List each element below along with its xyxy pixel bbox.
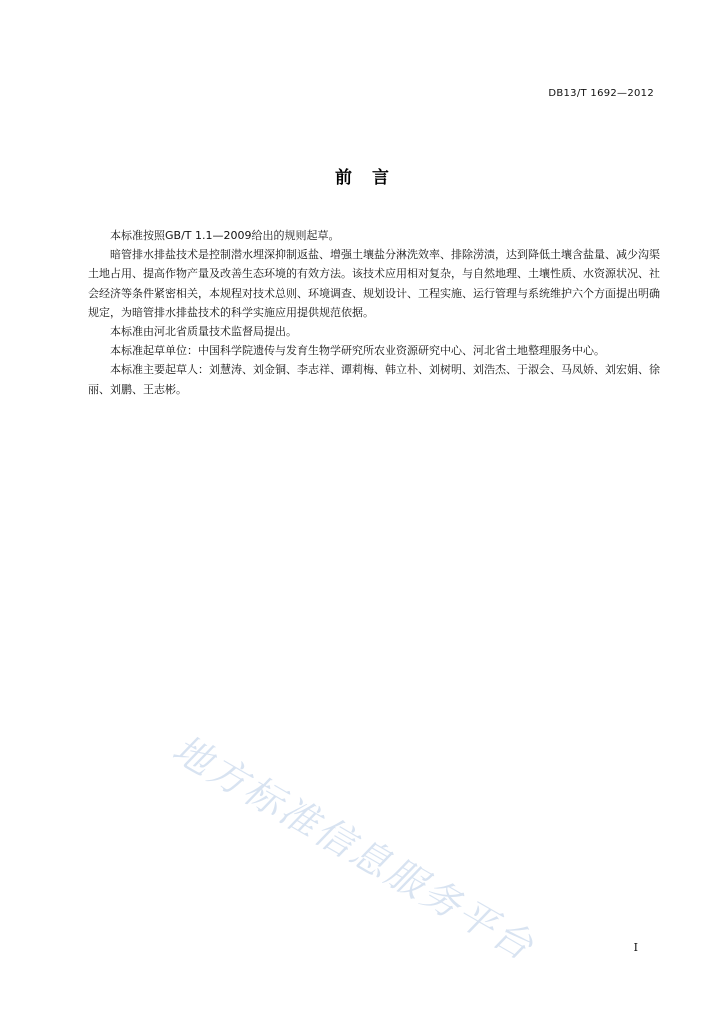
- paragraph-drafters: 本标准主要起草人：刘慧涛、刘金铜、李志祥、谭莉梅、韩立朴、刘树明、刘浩杰、于淑会、马凤娇、刘宏娟、徐丽、刘鹏、王志彬。: [88, 363, 660, 396]
- paragraph-proposer: 本标准由河北省质量技术监督局提出。: [110, 325, 297, 339]
- paragraph-drafting-units: 本标准起草单位：中国科学院遗传与发育生物学研究所农业资源研究中心、河北省土地整理服务中心。: [110, 344, 605, 358]
- paragraph-drafting-rules: 本标准按照GB/T 1.1—2009给出的规则起草。: [110, 229, 340, 242]
- foreword-body: [88, 226, 660, 399]
- document-code: DB13/T 1692—2012: [548, 88, 654, 99]
- page-title: 前言: [335, 168, 409, 188]
- paragraph-technology-description: 暗管排水排盐技术是控制潜水埋深抑制返盐、增强土壤盐分淋洗效率、排除涝渍，达到降低土壤含盐量、减少沟渠土地占用、提高作物产量及改善生态环境的有效方法。该技术应用相对复杂，与自然地理、土壤性质、水资源状况、社会经济等条件紧密相关，本规程对技术总则、环境调查、规划设计、工程实施、运行管理与系统维护六个方面提出明确规定，为暗管排水排盐技术的科学实施应用提供规范依据。: [88, 248, 660, 319]
- watermark: 地方标准信息服务平台: [165, 726, 543, 970]
- page-number: I: [633, 941, 638, 954]
